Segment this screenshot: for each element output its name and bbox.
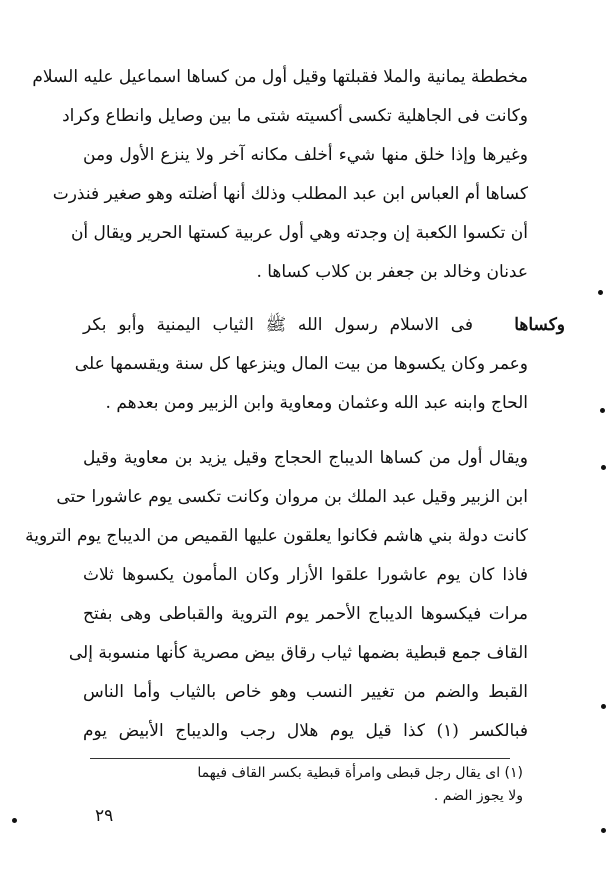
text-line-16: القبط والضم من تغيير النسب وهو خاص بالثياب وأما الناس [83, 682, 528, 702]
text-line-14: مرات فيكسوها الديباج الأحمر يوم التروية والقباطى وهى بفتح [83, 604, 528, 624]
margin-heading: وكساها [514, 315, 565, 335]
text-line-17: فبالكسر (١) كذا قيل يوم هلال رجب والديباج الأبيض يوم [83, 721, 528, 741]
footnote-line-1: (١) اى يقال رجل قبطى وامرأة قبطية بكسر القاف فيهما [197, 765, 523, 781]
margin-speck [600, 408, 605, 413]
page-number: ٢٩ [95, 806, 114, 826]
text-line-12: كانت دولة بني هاشم فكانوا يعلقون عليها القميص من الديباج يوم التروية [25, 526, 528, 546]
margin-speck [601, 465, 606, 470]
text-line-11: ابن الزبير وقيل عبد الملك بن مروان وكانت تكسى يوم عاشورا حتى [56, 487, 528, 507]
footnote-divider [90, 758, 510, 759]
text-line-3: وغيرها وإذا خلق منها شيء أخلف مكانه آخر ولا ينزع الأول ومن [83, 145, 528, 165]
margin-speck [12, 818, 17, 823]
text-line-7: فى الاسلام رسول الله ﷺ الثياب اليمنية وأبو بكر [83, 315, 473, 335]
text-line-9: الحاج وابنه عبد الله وعثمان ومعاوية وابن الزبير ومن بعدهم . [105, 393, 528, 413]
margin-speck [601, 704, 606, 709]
text-line-2: وكانت فى الجاهلية تكسى أكسيته شتى ما بين وصايل وانطاع وكراد [62, 106, 528, 126]
text-line-5: أن تكسوا الكعبة إن وجدته وهي أول عربية كستها الحرير ويقال أن [70, 223, 528, 243]
text-line-10: ويقال أول من كساها الديباج الحجاج وقيل يزيد بن معاوية وقيل [83, 448, 528, 468]
text-line-4: كساها أم العباس ابن عبد المطلب وذلك أنها أضلته وهو صغير فنذرت [52, 184, 528, 204]
text-line-15: القاف جمع قبطية بضمها ثياب رقاق بيض مصرية كأنها منسوبة إلى [68, 643, 528, 663]
text-line-8: وعمر وكان يكسوها من بيت المال وينزعها كل سنة ويقسمها على [74, 354, 528, 374]
text-line-1: مخططة يمانية والملا فقبلتها وقيل أول من كساها اسماعيل عليه السلام [32, 67, 528, 87]
margin-speck [598, 290, 603, 295]
footnote-line-2: ولا يجوز الضم . [433, 788, 523, 804]
margin-speck [601, 828, 606, 833]
text-line-13: فاذا كان يوم عاشورا علقوا الأزار وكان المأمون يكسوها ثلاث [83, 565, 528, 585]
text-line-6: عدنان وخالد بن جعفر بن كلاب كساها . [256, 262, 528, 282]
